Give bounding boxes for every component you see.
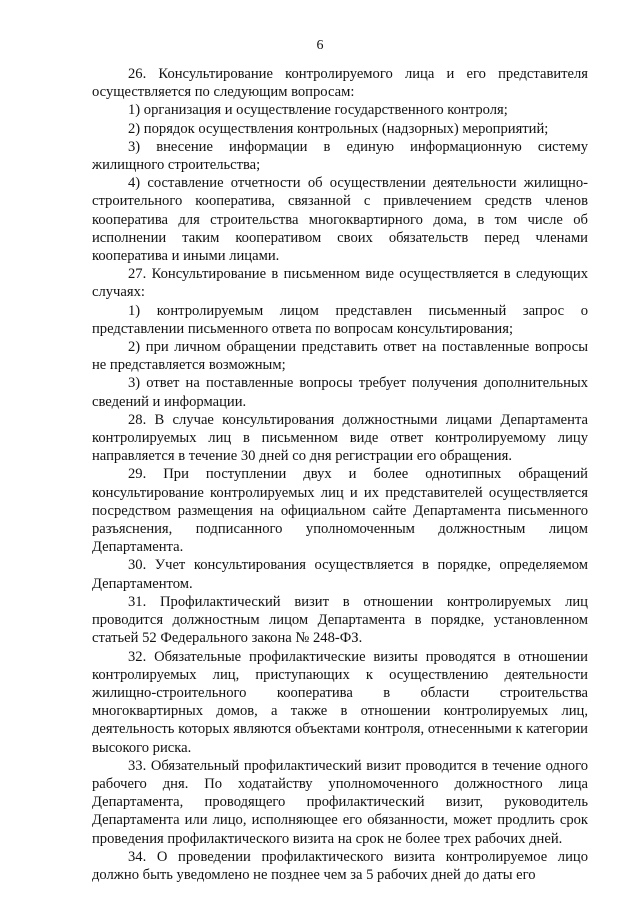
paragraph-26-item-3: 3) внесение информации в единую информационную систему жилищного строительства; (92, 138, 588, 174)
paragraph-29: 29. При поступлении двух и более однотипных обращений консультирование контролируемых лиц и их представителей осуществляется посредством размещения на официальном сайте Департамента письменного разъяснения, подписанного уполномоченным должностным лицом Департамента. (92, 466, 588, 556)
paragraph-26-item-4: 4) составление отчетности об осуществлении деятельности жилищно-строительного кооператива, связанной с привлечением средств членов кооператива для строительства многоквартирного дома, в том числе об исполнении таким кооперативом своих обязательств перед членами кооператива и иными лицами. (92, 175, 588, 265)
paragraph-26-item-1: 1) организация и осуществление государственного контроля; (128, 102, 508, 119)
paragraph-28: 28. В случае консультирования должностными лицами Департамента контролируемых лиц в письменном виде ответ контролируемому лицу направляется в течение 30 дней со дня регистрации его обращения. (92, 411, 588, 465)
paragraph-27: 27. Консультирование в письменном виде осуществляется в следующих случаях: (92, 266, 588, 301)
document-body (92, 65, 588, 884)
paragraph-27-item-3: 3) ответ на поставленные вопросы требует получения дополнительных сведений и информации. (92, 375, 588, 410)
paragraph-34: 34. О проведении профилактического визита контролируемое лицо должно быть уведомлено не позднее чем за 5 рабочих дней до даты его (92, 848, 588, 883)
paragraph-27-item-2: 2) при личном обращении представить ответ на поставленные вопросы не представляется возможным; (92, 339, 588, 374)
paragraph-31: 31. Профилактический визит в отношении контролируемых лиц проводится должностным лицом Департамента в порядке, установленном статьей 52 Федерального закона № 248-ФЗ. (92, 593, 588, 647)
paragraph-26: 26. Консультирование контролируемого лица и его представителя осуществляется по следующим вопросам: (92, 66, 588, 101)
page-number: 6 (316, 38, 324, 53)
paragraph-30: 30. Учет консультирования осуществляется в порядке, определяемом Департаментом. (92, 557, 588, 592)
paragraph-33: 33. Обязательный профилактический визит проводится в течение одного рабочего дня. По ходатайству уполномоченного должностного лица Департамента, проводящего профилактический визит, руководитель Департамента или лицо, исполняющее его обязанности, может продлить срок проведения профилактического визита на срок не более трех рабочих дней. (92, 757, 588, 847)
paragraph-27-item-1: 1) контролируемым лицом представлен письменный запрос о представлении письменного ответа по вопросам консультирования; (92, 302, 588, 337)
paragraph-32: 32. Обязательные профилактические визиты проводятся в отношении контролируемых лиц, приступающих к осуществлению деятельности жилищно-строительного кооператива в области строительства многоквартирных домов, а также в отношении контролируемых лиц, деятельность которых являются объектами контроля, отнесенными к категории высокого риска. (92, 648, 588, 756)
paragraph-26-item-2: 2) порядок осуществления контрольных (надзорных) мероприятий; (128, 120, 549, 137)
